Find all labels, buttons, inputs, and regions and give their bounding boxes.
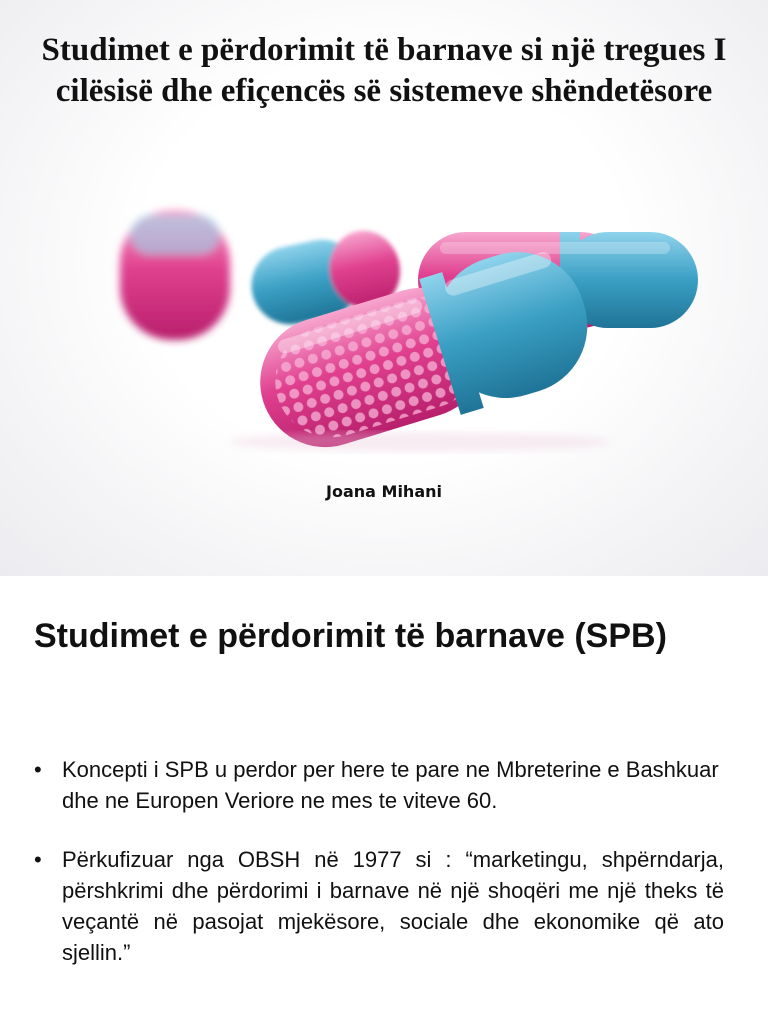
bullet-icon: • (34, 757, 42, 782)
bullet-item (34, 844, 724, 968)
capsule-back-left (120, 210, 230, 340)
slide-title: Studimet e përdorimit të barnave si një tregues I cilësisë dhe efiçencës së sistemeve shëndetësore (41, 32, 727, 109)
bullet-list (34, 754, 724, 996)
section-heading: Studimet e përdorimit të barnave (SPB) (34, 617, 667, 655)
capsules-image (0, 180, 768, 460)
bullet-text: Koncepti i SPB u perdor per here te pare ne Mbreterine e Bashkuar dhe ne Europen Veriore ne mes te viteve 60. (62, 757, 719, 813)
bullet-icon: • (34, 847, 42, 872)
content-slide (0, 576, 768, 1024)
author-name: Joana Mihani (326, 482, 442, 501)
bullet-text: Përkufizuar nga OBSH në 1977 si : “marketingu, shpërndarja, përshkrimi dhe përdorimi i barnave në një shoqëri me një theks të veçantë në pasojat mjekësore, sociale dhe ekonomike që ato sjellin.” (62, 847, 724, 965)
bullet-item (34, 754, 724, 816)
